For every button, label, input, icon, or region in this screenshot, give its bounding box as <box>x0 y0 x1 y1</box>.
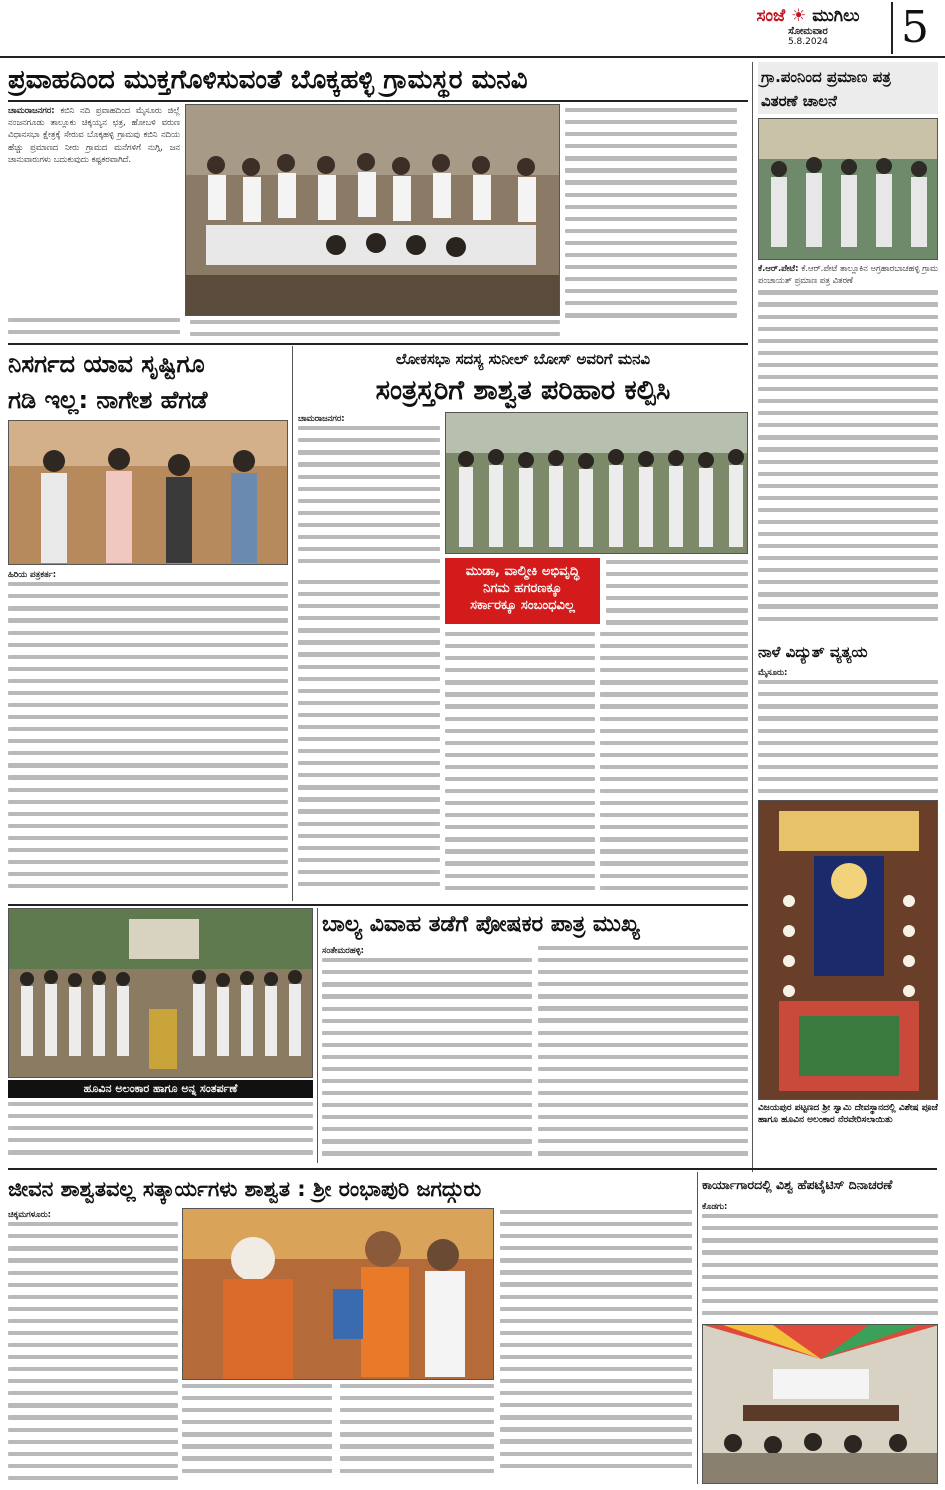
sunil-dateline: ಚಾಮರಾಜನಗರ: <box>298 413 345 423</box>
rambhapuri-headline: ಜೀವನ ಶಾಶ್ವತವಲ್ಲ ಸತ್ಕಾರ್ಯಗಳು ಶಾಶ್ವತ : ಶ್ರೀ ರಂಭಾಪುರಿ ಜಗದ್ಗುರು <box>8 1177 482 1201</box>
rambhapuri-dateline: ಚಿಕ್ಕಮಗಳೂರು: <box>8 1209 52 1219</box>
masthead <box>0 0 945 58</box>
redbox-line2: ನಿಗಮ ಹಗರಣಕ್ಕೂ <box>483 581 562 596</box>
sunil-redbox <box>445 558 600 624</box>
redbox-line1: ಮುಡಾ, ವಾಲ್ಮೀಕಿ ಅಭಿವೃದ್ಧಿ <box>465 564 580 579</box>
text-lines <box>565 108 737 328</box>
petition-photo-graphic <box>446 413 748 554</box>
nagesh-dateline: ಹಿರಿಯ ಪತ್ರಕರ್ತ: <box>8 569 57 579</box>
issue-day: ಸೋಮವಾರ <box>788 26 828 37</box>
rambhapuri-photo <box>182 1208 494 1380</box>
bokkahalli-headline: ಪ್ರವಾಹದಿಂದ ಮುಕ್ತಗೊಳಿಸುವಂತೆ ಬೊಕ್ಕಹಳ್ಳಿ ಗ್ರಾಮಸ್ಥರ ಮನವಿ <box>8 65 528 95</box>
bokkahalli-photo <box>185 104 560 316</box>
pramana-photo <box>758 118 938 260</box>
group-photo-graphic <box>9 909 313 1078</box>
sunil-body-left <box>298 412 440 577</box>
hepatitis-headline: ಕಾರ್ಯಾಗಾರದಲ್ಲಿ ವಿಶ್ವ ಹೆಪಟೈಟಿಸ್ ದಿನಾಚರಣೆ <box>702 1177 893 1192</box>
child-marriage-body <box>322 944 532 1162</box>
column-divider <box>317 908 318 1163</box>
text-lines <box>8 1102 313 1162</box>
divider <box>8 1168 937 1170</box>
brand-first: ಸಂಜೆ <box>756 6 786 26</box>
sunil-photo <box>445 412 748 554</box>
issue-date: 5.8.2024 <box>787 37 829 47</box>
rambhapuri-body <box>8 1208 178 1484</box>
text-lines <box>8 582 288 898</box>
text-lines <box>298 426 440 576</box>
column-divider <box>697 1172 698 1484</box>
child-marriage-dateline: ಸಂತೇಮರಹಳ್ಳಿ: <box>322 945 364 955</box>
flower-caption: ಹೂವಿನ ಅಲಂಕಾರ ಹಾಗೂ ಅನ್ನ ಸಂತರ್ಪಣೆ <box>8 1080 313 1098</box>
hepatitis-dateline: ಕೊಡಗು: <box>702 1201 728 1211</box>
nagesh-body <box>8 568 288 898</box>
text-lines <box>298 580 440 900</box>
pramana-caption: ಕೆ.ಆರ್.ಪೇಟೆ ತಾಲ್ಲೂಕಿನ ಅಗ್ರಹಾರಬಾಚಹಳ್ಳಿ ಗ್ರಾಮ ಪಂಚಾಯತ್ ಪ್ರಮಾಣ ಪತ್ರ ವಿತರಣೆ <box>758 263 938 286</box>
sunil-headline: ಸಂತ್ರಸ್ತರಿಗೆ ಶಾಶ್ವತ ಪರಿಹಾರ ಕಲ್ಪಿಸಿ <box>375 375 671 406</box>
pramana-headline-line1: ಗ್ರಾ.ಪಂನಿಂದ ಪ್ರಮಾಣ ಪತ್ರ <box>761 68 891 86</box>
text-lines <box>182 1384 332 1484</box>
temple-photo <box>758 800 938 1100</box>
text-lines <box>445 632 595 900</box>
text-lines <box>500 1210 692 1484</box>
text-lines <box>340 1384 494 1484</box>
nagesh-headline <box>8 346 288 418</box>
bokkahalli-body-right <box>565 104 737 329</box>
hepatitis-photo <box>702 1324 938 1484</box>
text-lines <box>758 680 938 796</box>
hepatitis-body <box>702 1200 938 1320</box>
text-lines <box>190 320 560 342</box>
bokkahalli-body <box>8 104 180 314</box>
text-lines <box>606 560 748 630</box>
text-lines <box>600 632 748 900</box>
pramana-headline <box>758 62 938 114</box>
pramana-body <box>758 262 938 642</box>
nagesh-headline-line2: ಗಡಿ ಇಲ್ಲ: ನಾಗೇಶ ಹೆಗಡೆ <box>8 386 208 414</box>
temple-caption: ವಿಜಯಪುರ ಪಟ್ಟಣದ ಶ್ರೀ ಸ್ವಾಮಿ ದೇವಸ್ಥಾನದಲ್ಲಿ ವಿಶೇಷ ಪೂಜೆ ಹಾಗೂ ಹೂವಿನ ಅಲಂಕಾರ ನೆರವೇರಿಸಲಾಯಿತು <box>758 1103 938 1125</box>
sunil-kicker: ಲೋಕಸಭಾ ಸದಸ್ಯ ಸುನೀಲ್ ಬೋಸ್ ಅವರಿಗೆ ಮನವಿ <box>395 350 651 368</box>
brand-name: ಸಂಜೆ ☀ ಮುಗಿಲು <box>756 6 860 26</box>
divider <box>8 904 748 906</box>
divider <box>8 100 748 102</box>
seer-photo-graphic <box>183 1209 494 1380</box>
felicitation-photo-graphic <box>9 421 288 565</box>
text-lines <box>758 290 938 640</box>
certificate-photo-graphic <box>759 119 938 260</box>
workshop-photo-graphic <box>703 1325 938 1484</box>
column-divider <box>752 62 753 1172</box>
text-lines <box>702 1214 938 1320</box>
brand-second: ಮುಗಿಲು <box>812 6 860 26</box>
bokkahalli-lead: ಕಬಿನಿ ನದಿ ಪ್ರವಾಹದಿಂದ ಮೈಸೂರು ಜಿಲ್ಲೆ ನಂಜನಗೂಡು ತಾಲ್ಲೂಕು ಚಿಕ್ಕಯ್ಯನ ಛತ್ರ, ಹೋಬಳಿ ವರುಣ ವಿಧಾನಸಭಾ ಕ್ಷೇತ್ರಕ್ಕೆ ಸೇರುವ ಬೊಕ್ಕಹಳ್ಳಿ ಗ್ರಾಮವು ಕಬಿನಿ ನದಿಯ ಹೆಚ್ಚು ಪ್ರಮಾಣದ ನೀರು ಗ್ರಾಮದ ಮನೆಗಳಿಗೆ ನುಗ್ಗಿ, ಜನ ಜಾನುವಾರುಗಳು ಬದುಕುವುದು ಕಷ್ಟಕರವಾಗಿದೆ. <box>8 105 180 164</box>
meeting-photo-graphic <box>186 105 560 316</box>
column-divider <box>292 346 293 901</box>
redbox-line3: ಸರ್ಕಾರಕ್ಕೂ ಸಂಬಂಧವಿಲ್ಲ <box>470 598 575 613</box>
bokkahalli-dateline: ಚಾಮರಾಜನಗರ: <box>8 105 55 115</box>
nagesh-headline-line1: ನಿಸರ್ಗದ ಯಾವ ಸೃಷ್ಟಿಗೂ <box>8 350 205 378</box>
child-marriage-headline: ಬಾಲ್ಯ ವಿವಾಹ ತಡೆಗೆ ಪೋಷಕರ ಪಾತ್ರ ಮುಖ್ಯ <box>322 912 640 937</box>
nagesh-photo <box>8 420 288 565</box>
flower-photo <box>8 908 313 1078</box>
power-cut-dateline: ಮೈಸೂರು: <box>758 667 788 677</box>
text-lines <box>8 318 180 340</box>
text-lines <box>322 958 532 1162</box>
pramana-dateline: ಕೆ.ಆರ್.ಪೇಟೆ: <box>758 263 799 273</box>
text-lines <box>538 946 748 1162</box>
brand-logo <box>733 6 883 50</box>
pramana-headline-line2: ವಿತರಣೆ ಚಾಲನೆ <box>761 92 837 110</box>
power-cut-body <box>758 666 938 796</box>
text-lines <box>8 1222 178 1484</box>
deity-photo-graphic <box>759 801 938 1100</box>
power-cut-headline: ನಾಳೆ ವಿದ್ಯುತ್ ವ್ಯತ್ಯಯ <box>758 643 868 661</box>
page-number: 5 <box>891 2 937 54</box>
divider <box>8 343 748 345</box>
